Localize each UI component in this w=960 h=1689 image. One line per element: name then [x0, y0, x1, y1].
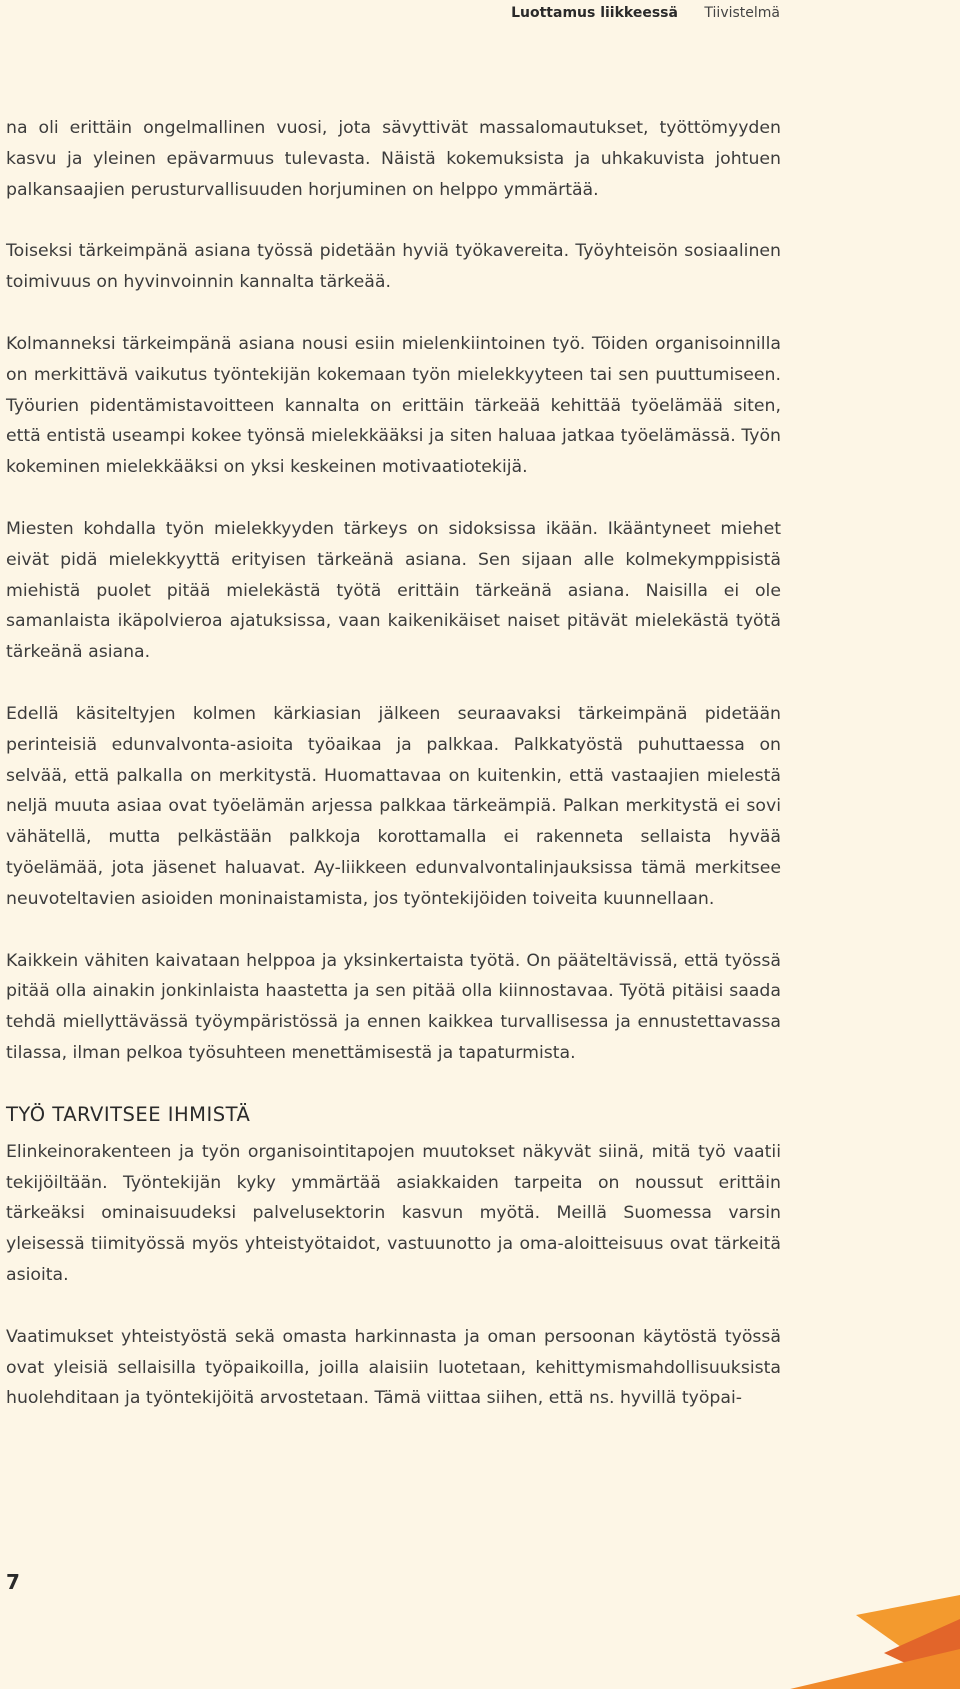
paragraph-6: Kaikkein vähiten kaivataan helppoa ja yksinkertaista työtä. On pääteltävissä, että työssä pitää olla ainakin jonkinlaista haastetta ja sen pitää olla kiinnostavaa. Työtä pitäisi saada tehdä miellyttävässä työympäristössä ja ennen kaikkea turvallisessa ja ennustettavassa tilassa, ilman pelkoa työsuhteen menettämisestä ja tapaturmista. — [6, 950, 781, 1063]
paragraph-3: Kolmanneksi tärkeimpänä asiana nousi esiin mielenkiintoinen työ. Töiden organisoinnilla on merkittävä vaikutus työntekijän kokemaan työn mielekkyyteen tai sen puuttumiseen. Työurien pidentämistavoitteen kannalta on erittäin tärkeää kehittää työelämää siten, että entistä useampi kokee työnsä mielekkääksi ja siten haluaa jatkaa työelämässä. Työn kokeminen mielekkääksi on yksi keskeinen motivaatiotekijä. — [6, 333, 781, 478]
section-heading: TYÖ TARVITSEE IHMISTÄ — [6, 1102, 251, 1126]
paragraph-4: Miesten kohdalla työn mielekkyyden tärkeys on sidoksissa ikään. Ikääntyneet miehet eivät pidä mielekkyyttä erityisen tärkeänä asiana. Sen sijaan alle kolmekymppisistä miehistä puolet pitää mielekästä työtä erittäin tärkeänä asiana. Naisilla ei ole samanlaista ikäpolvieroa ajatuksissa, vaan kaikenikäiset naiset pitävät mielekästä työtä tärkeänä asiana. — [6, 518, 781, 663]
paragraph-1: na oli erittäin ongelmallinen vuosi, jota sävyttivät massalomautukset, työttömyyden kasvu ja yleinen epävarmuus tulevasta. Näistä kokemuksista ja uhkakuvista johtuen palkansaajien perusturvallisuuden horjuminen on helppo ymmärtää. — [6, 118, 781, 200]
paragraph-5: Edellä käsiteltyjen kolmen kärkiasian jälkeen seuraavaksi tärkeimpänä pidetään perinteisiä edunvalvonta-asioita työaikaa ja palkkaa. Palkkatyöstä puhuttaessa on selvää, että palkalla on merkitystä. Huomattavaa on kuitenkin, että vastaajien mielestä neljä muuta asiaa ovat työelämän arjessa palkkaa tärkeämpiä. Palkan merkitystä ei sovi vähätellä, mutta pelkästään palkkoja korottamalla ei rakenneta sellaista hyvää työelämää, jota jäsenet haluavat. Ay-liikkeen edunvalvontalinjauksissa tämä merkitsee neuvoteltavien asioiden moninaistamista, jos työntekijöiden toiveita kuunnellaan. — [6, 703, 781, 909]
page-number: 7 — [6, 1570, 20, 1594]
running-header — [511, 4, 780, 22]
section-paragraph-1: Elinkeinorakenteen ja työn organisointitapojen muutokset näkyvät siinä, mitä työ vaatii tekijöiltään. Työntekijän kyky ymmärtää asiakkaiden tarpeita on noussut erittäin tärkeäksi ominaisuudeksi palvelusektorin kasvun myötä. Meillä Suomessa varsin yleisessä tiimityössä myös yhteistyötaidot, vastuunotto ja oma-aloitteisuus ovat tärkeitä asioita. — [6, 1141, 781, 1285]
paragraph-2: Toiseksi tärkeimpänä asiana työssä pidetään hyviä työkavereita. Työyhteisön sosiaalinen toimivuus on hyvinvoinnin kannalta tärkeää. — [6, 241, 781, 293]
header-section-title: Luottamus liikkeessä — [511, 5, 678, 21]
corner-stripe-base — [790, 1649, 960, 1689]
header-subsection: Tiivistelmä — [704, 5, 780, 21]
section-paragraph-2: Vaatimukset yhteistyöstä sekä omasta harkinnasta ja oman persoonan käytöstä työssä ovat yleisiä sellaisilla työpaikoilla, joilla alaisiin luotetaan, kehittymismahdollisuuksista huolehditaan ja työntekijöitä arvostetaan. Tämä viittaa siihen, että ns. hyvillä työpai- — [6, 1326, 781, 1409]
corner-decoration — [760, 1569, 960, 1689]
body-text — [6, 113, 781, 1445]
